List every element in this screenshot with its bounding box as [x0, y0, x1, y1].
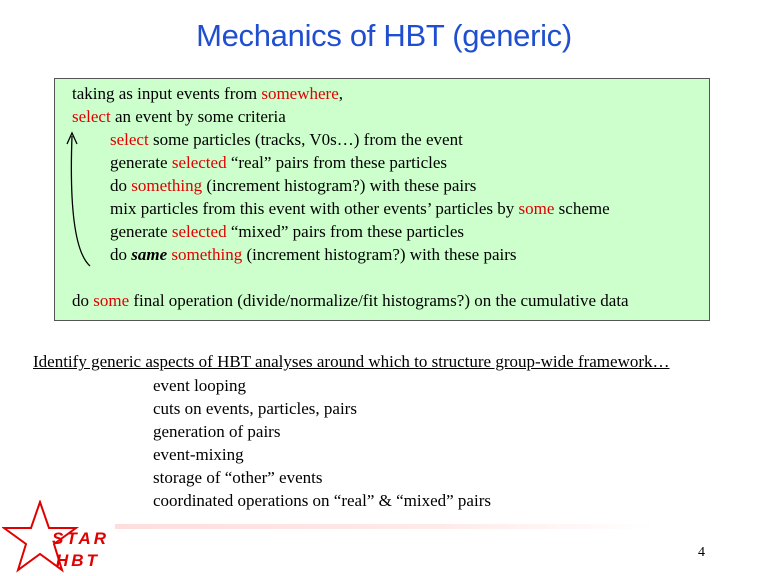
emphasis-text: same	[131, 245, 168, 264]
slide-title: Mechanics of HBT (generic)	[196, 18, 572, 53]
box-line	[72, 291, 629, 311]
list-item: storage of “other” events	[153, 468, 323, 487]
highlight-text: some	[93, 291, 130, 310]
line-text: “mixed” pairs from these particles	[226, 222, 465, 241]
line-text: mix particles from this event with other events’ particles by	[110, 199, 519, 218]
box-line	[110, 222, 464, 242]
line-text: do	[110, 245, 132, 264]
line-text: generate	[110, 153, 172, 172]
aspects-list	[153, 376, 491, 514]
list-item: event-mixing	[153, 445, 244, 464]
line-text: do	[110, 176, 132, 195]
highlight-text: selected	[171, 222, 227, 241]
divider	[115, 524, 655, 529]
line-text: “real” pairs from these particles	[226, 153, 447, 172]
line-text: final operation (divide/normalize/fit histograms?) on the cumulative data	[129, 291, 629, 310]
line-text: an event by some criteria	[110, 107, 286, 126]
highlight-text: some	[518, 199, 555, 218]
line-text: (increment histogram?) with these pairs	[242, 245, 517, 264]
highlight-text: something	[131, 176, 203, 195]
box-line	[72, 107, 286, 127]
highlight-text: something	[171, 245, 243, 264]
list-item: generation of pairs	[153, 422, 281, 441]
loop-arrow-icon	[62, 130, 102, 270]
list-item: event looping	[153, 376, 247, 395]
highlight-text: selected	[171, 153, 227, 172]
highlight-text: select	[110, 130, 149, 149]
line-text: scheme	[554, 199, 610, 218]
line-text: (increment histogram?) with these pairs	[202, 176, 477, 195]
line-text: some particles (tracks, V0s…) from the event	[148, 130, 463, 149]
box-line	[110, 245, 517, 265]
box-line	[110, 176, 476, 196]
list-item: coordinated operations on “real” & “mixed” pairs	[153, 491, 491, 510]
highlight-text: select	[72, 107, 111, 126]
highlight-text: somewhere	[261, 84, 339, 103]
line-text: ,	[338, 84, 343, 103]
box-line	[110, 130, 463, 150]
line-text: generate	[110, 222, 172, 241]
logo-text-star: STAR	[52, 529, 110, 548]
logo-text-hbt: HBT	[56, 551, 100, 570]
star-hbt-logo	[2, 500, 122, 574]
box-line	[72, 84, 343, 104]
box-line	[110, 153, 447, 173]
line-text: do	[72, 291, 94, 310]
identify-heading: Identify generic aspects of HBT analyses around which to structure group-wide framework…	[33, 352, 670, 371]
page-number: 4	[698, 545, 705, 560]
box-line	[110, 199, 610, 219]
list-item: cuts on events, particles, pairs	[153, 399, 357, 418]
line-text: taking as input events from	[72, 84, 262, 103]
